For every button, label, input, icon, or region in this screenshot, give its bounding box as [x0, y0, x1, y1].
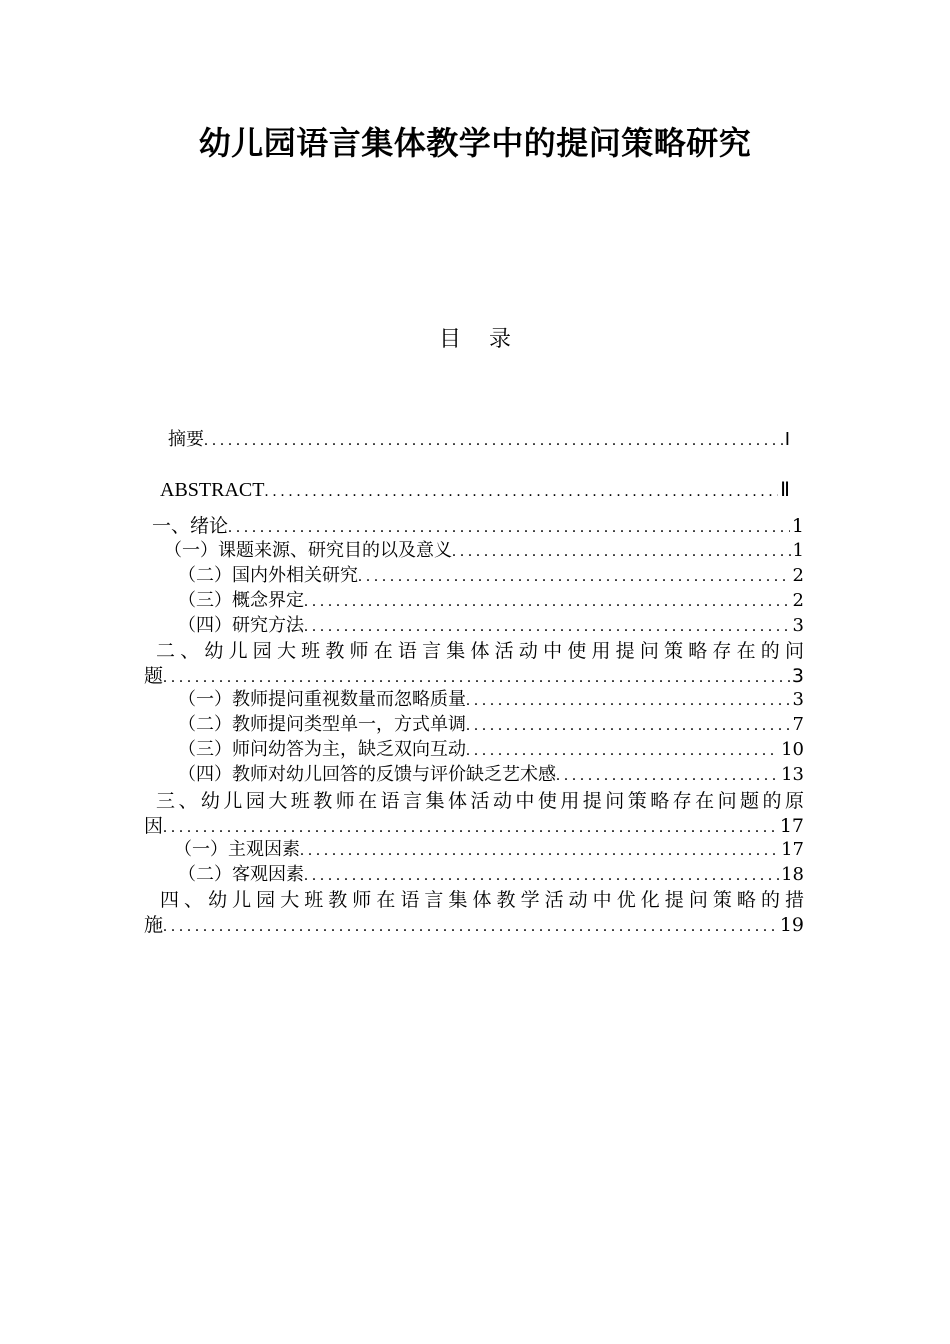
toc-entry-1-4[interactable]	[178, 614, 804, 639]
toc-entry-label: 一、绪论	[152, 515, 229, 537]
toc-leader-dots	[452, 540, 791, 564]
toc-leader-dots	[204, 429, 783, 453]
toc-leader-dots	[304, 590, 791, 614]
toc-entry-label: （四）教师对幼儿回答的反馈与评价缺乏艺术感	[178, 764, 556, 785]
toc-entry-page: 3	[792, 615, 804, 636]
toc-entry-label: （三）师问幼答为主，缺乏双向互动	[178, 739, 466, 760]
toc-entry-3-2[interactable]	[178, 863, 804, 888]
toc-entry-3-1[interactable]	[174, 838, 804, 863]
toc-entry-page: 1	[791, 515, 804, 537]
toc-entry-page: 1	[792, 540, 804, 561]
toc-entry-chapter-1[interactable]	[152, 514, 804, 540]
toc-entry-2-1[interactable]	[178, 688, 804, 713]
toc-leader-dots	[358, 565, 791, 589]
toc-entry-page: 3	[791, 665, 804, 687]
toc-entry-1-1[interactable]	[164, 539, 804, 564]
toc-leader-dots	[304, 615, 791, 639]
toc-heading-char-1: 目	[438, 327, 461, 352]
toc-entry-abstract-cn[interactable]	[168, 428, 790, 453]
toc-entry-page: 3	[792, 689, 804, 710]
toc-entry-label: 施	[144, 914, 164, 936]
toc-leader-dots	[163, 915, 778, 939]
toc-entry-label: （一）课题来源、研究目的以及意义	[164, 540, 452, 561]
toc-leader-dots	[466, 689, 791, 713]
toc-entry-label: 摘要	[168, 429, 204, 450]
toc-entry-label: （一）教师提问重视数量而忽略质量	[178, 689, 466, 710]
toc-entry-2-2[interactable]	[178, 713, 804, 738]
toc-entry-page: Ⅱ	[780, 479, 790, 501]
document-title: 幼儿园语言集体教学中的提问策略研究	[198, 124, 752, 162]
toc-leader-dots	[466, 714, 791, 738]
toc-entry-page: 13	[781, 764, 804, 785]
toc-entry-page: 2	[792, 565, 804, 586]
toc-entry-label: ABSTRACT	[160, 479, 265, 501]
toc-leader-dots	[466, 739, 779, 763]
toc-entry-chapter-4-line2[interactable]	[144, 913, 804, 939]
toc-entry-1-2[interactable]	[178, 564, 804, 589]
toc-entry-page: 17	[779, 815, 804, 837]
toc-entry-page: 2	[792, 590, 804, 611]
toc-entry-page: Ⅰ	[784, 429, 790, 450]
toc-entry-label: （一）主观因素	[174, 839, 300, 860]
toc-entry-label: （二）国内外相关研究	[178, 565, 358, 586]
toc-leader-dots	[300, 839, 779, 863]
toc-leader-dots	[304, 864, 779, 888]
toc-entry-page: 7	[792, 714, 804, 735]
toc-entry-label: 题	[144, 665, 164, 687]
toc-entry-chapter-3-line1[interactable]: 三、幼儿园大班教师在语言集体活动中使用提问策略存在问题的原	[156, 790, 804, 812]
toc-leader-dots	[163, 666, 790, 690]
toc-entry-abstract-en[interactable]	[160, 478, 790, 504]
toc-entry-page: 18	[781, 864, 804, 885]
toc-heading	[0, 322, 950, 353]
toc-entry-chapter-2-line1[interactable]: 二、幼儿园大班教师在语言集体活动中使用提问策略存在的问	[156, 640, 804, 662]
toc-entry-1-3[interactable]	[178, 589, 804, 614]
toc-entry-label: （四）研究方法	[178, 615, 304, 636]
toc-heading-char-2: 录	[489, 327, 512, 352]
toc-entry-label: 因	[144, 815, 164, 837]
toc-entry-label: （二）客观因素	[178, 864, 304, 885]
toc-entry-chapter-3-line2[interactable]	[144, 814, 804, 840]
toc-entry-chapter-2-line2[interactable]	[144, 664, 804, 690]
toc-entry-2-3[interactable]	[178, 738, 804, 763]
toc-entry-page: 19	[779, 914, 804, 936]
toc-leader-dots	[163, 816, 778, 840]
toc-entry-label: （二）教师提问类型单一，方式单调	[178, 714, 466, 735]
toc-entry-chapter-4-line1[interactable]: 四、幼儿园大班教师在语言集体教学活动中优化提问策略的措	[160, 889, 804, 911]
toc-entry-page: 10	[781, 739, 804, 760]
toc-leader-dots	[228, 516, 790, 540]
toc-entry-2-4[interactable]	[178, 763, 804, 788]
toc-entry-label: （三）概念界定	[178, 590, 304, 611]
toc-entry-page: 17	[781, 839, 804, 860]
toc-leader-dots	[264, 480, 778, 504]
toc-leader-dots	[556, 764, 779, 788]
